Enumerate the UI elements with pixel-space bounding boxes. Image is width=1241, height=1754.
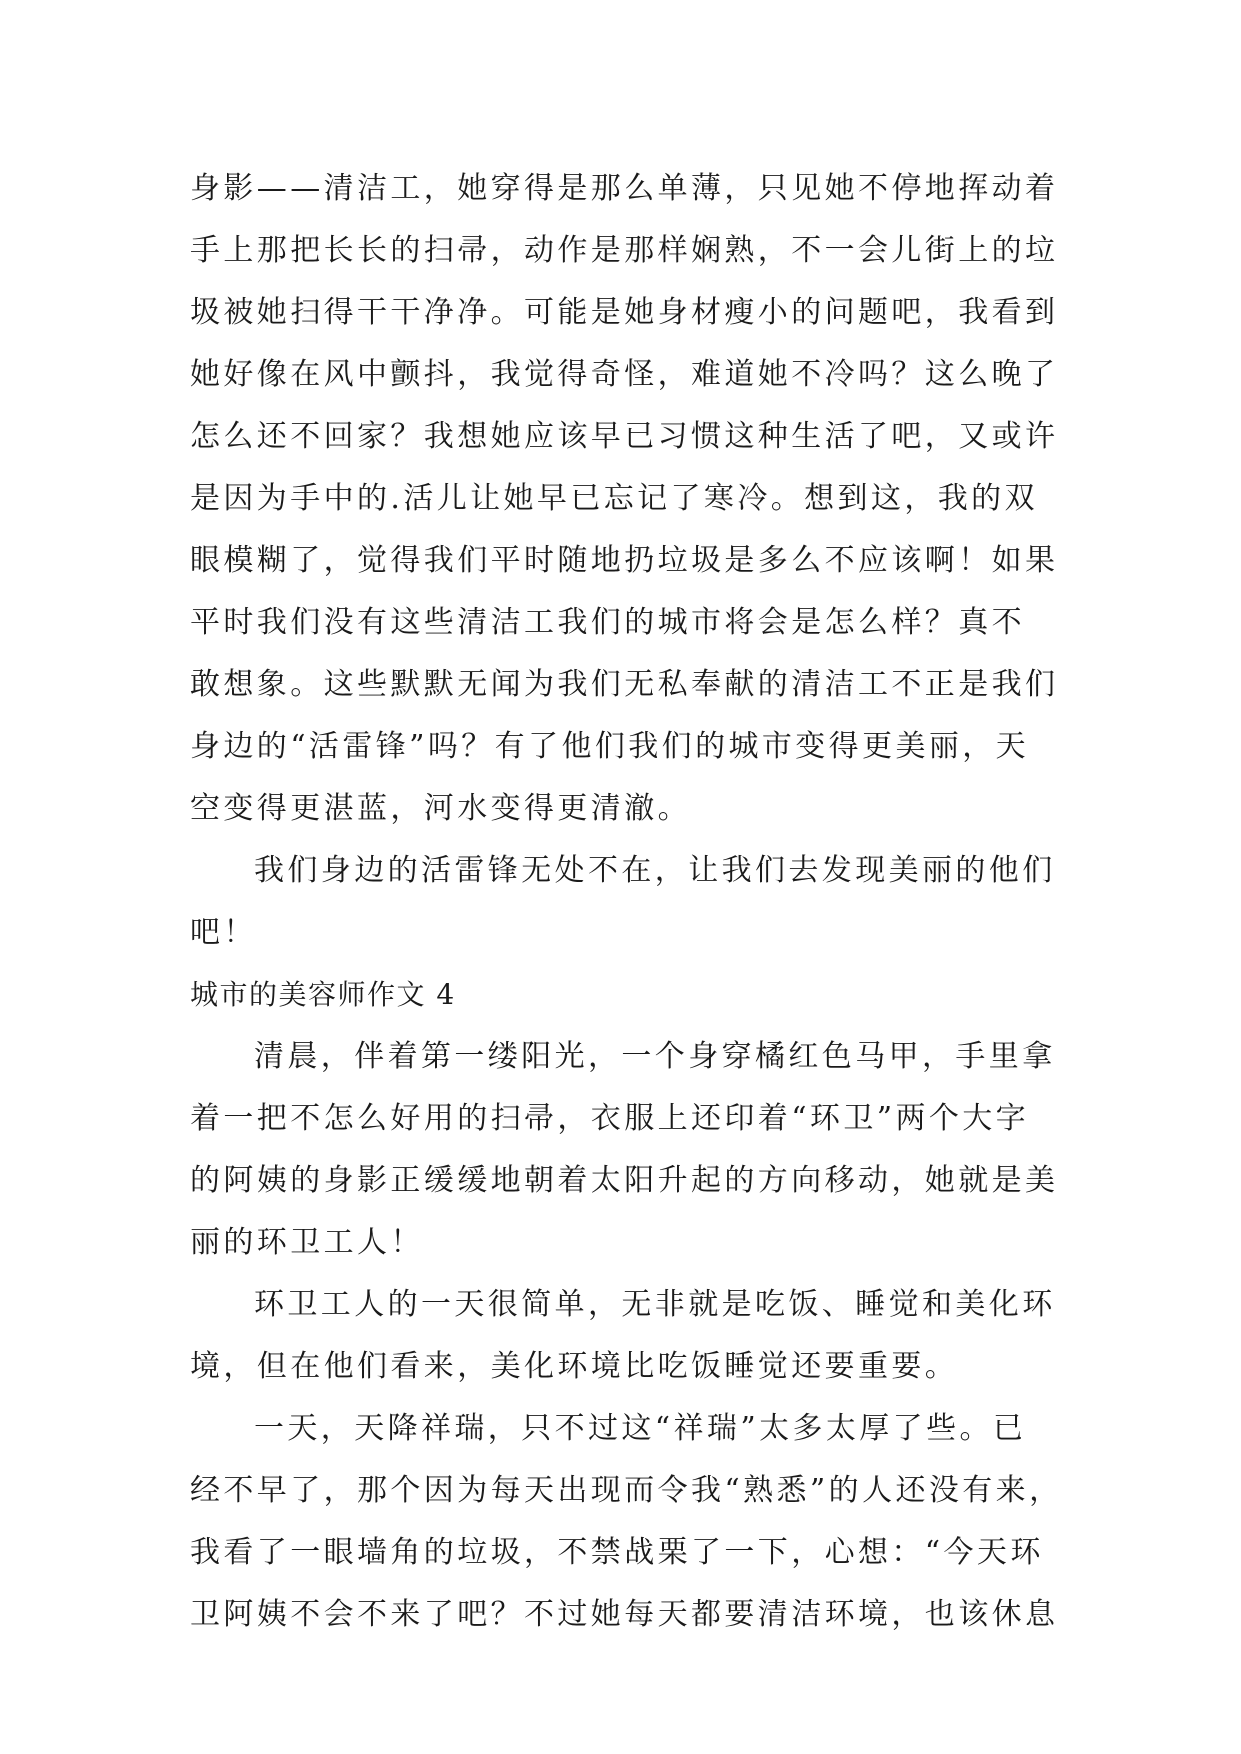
text-line: 吧！ [190, 915, 257, 950]
paragraph-intro [190, 1026, 1059, 1274]
essay-heading [190, 964, 1052, 1026]
text-line: 是因为手中的.活儿让她早已忘记了寒冷。想到这，我的双 [190, 481, 1038, 516]
text-line: 圾被她扫得干干净净。可能是她身材瘦小的问题吧，我看到 [190, 295, 1059, 330]
section-title: 城市的美容师作文 4 [190, 978, 456, 1011]
text-line: 手上那把长长的扫帚，动作是那样娴熟，不一会儿街上的垃 [190, 233, 1059, 268]
text-line: 怎么还不回家？我想她应该早已习惯这种生活了吧，又或许 [190, 419, 1059, 454]
text-line: 我看了一眼墙角的垃圾，不禁战栗了一下，心想：“今天环 [190, 1535, 1044, 1570]
text-line: 我们身边的活雷锋无处不在，让我们去发现美丽的他们 [254, 853, 1056, 888]
text-line: 空变得更湛蓝，河水变得更清澈。 [190, 791, 691, 826]
text-line: 经不早了，那个因为每天出现而令我“熟悉”的人还没有来， [190, 1473, 1063, 1508]
paragraph-conclusion [190, 840, 1056, 964]
text-line: 环卫工人的一天很简单，无非就是吃饭、睡觉和美化环 [254, 1287, 1056, 1322]
text-line: 敢想象。这些默默无闻为我们无私奉献的清洁工不正是我们 [190, 667, 1059, 702]
text-line: 清晨，伴着第一缕阳光，一个身穿橘红色马甲，手里拿 [254, 1039, 1056, 1074]
text-line: 着一把不怎么好用的扫帚，衣服上还印着“环卫”两个大字 [190, 1101, 1030, 1136]
text-line: 一天，天降祥瑞，只不过这“祥瑞”太多太厚了些。已 [254, 1411, 1027, 1446]
text-line: 身边的“活雷锋”吗？有了他们我们的城市变得更美丽，天 [190, 729, 1030, 764]
paragraph-continuation [190, 158, 1059, 840]
text-line: 她好像在风中颤抖，我觉得奇怪，难道她不冷吗？这么晚了 [190, 357, 1059, 392]
text-line: 境，但在他们看来，美化环境比吃饭睡觉还要重要。 [190, 1349, 959, 1384]
text-line: 的阿姨的身影正缓缓地朝着太阳升起的方向移动，她就是美 [190, 1163, 1059, 1198]
text-line: 眼模糊了，觉得我们平时随地扔垃圾是多么不应该啊！如果 [190, 543, 1059, 578]
paragraph-daily-work [190, 1274, 1056, 1398]
document-body [190, 158, 1063, 1646]
text-line: 平时我们没有这些清洁工我们的城市将会是怎么样？真不 [190, 605, 1025, 640]
paragraph-snow-day [190, 1398, 1063, 1646]
text-line: 卫阿姨不会不来了吧？不过她每天都要清洁环境，也该休息 [190, 1597, 1059, 1632]
text-line: 丽的环卫工人！ [190, 1225, 424, 1260]
text-line: 身影——清洁工，她穿得是那么单薄，只见她不停地挥动着 [190, 171, 1059, 206]
